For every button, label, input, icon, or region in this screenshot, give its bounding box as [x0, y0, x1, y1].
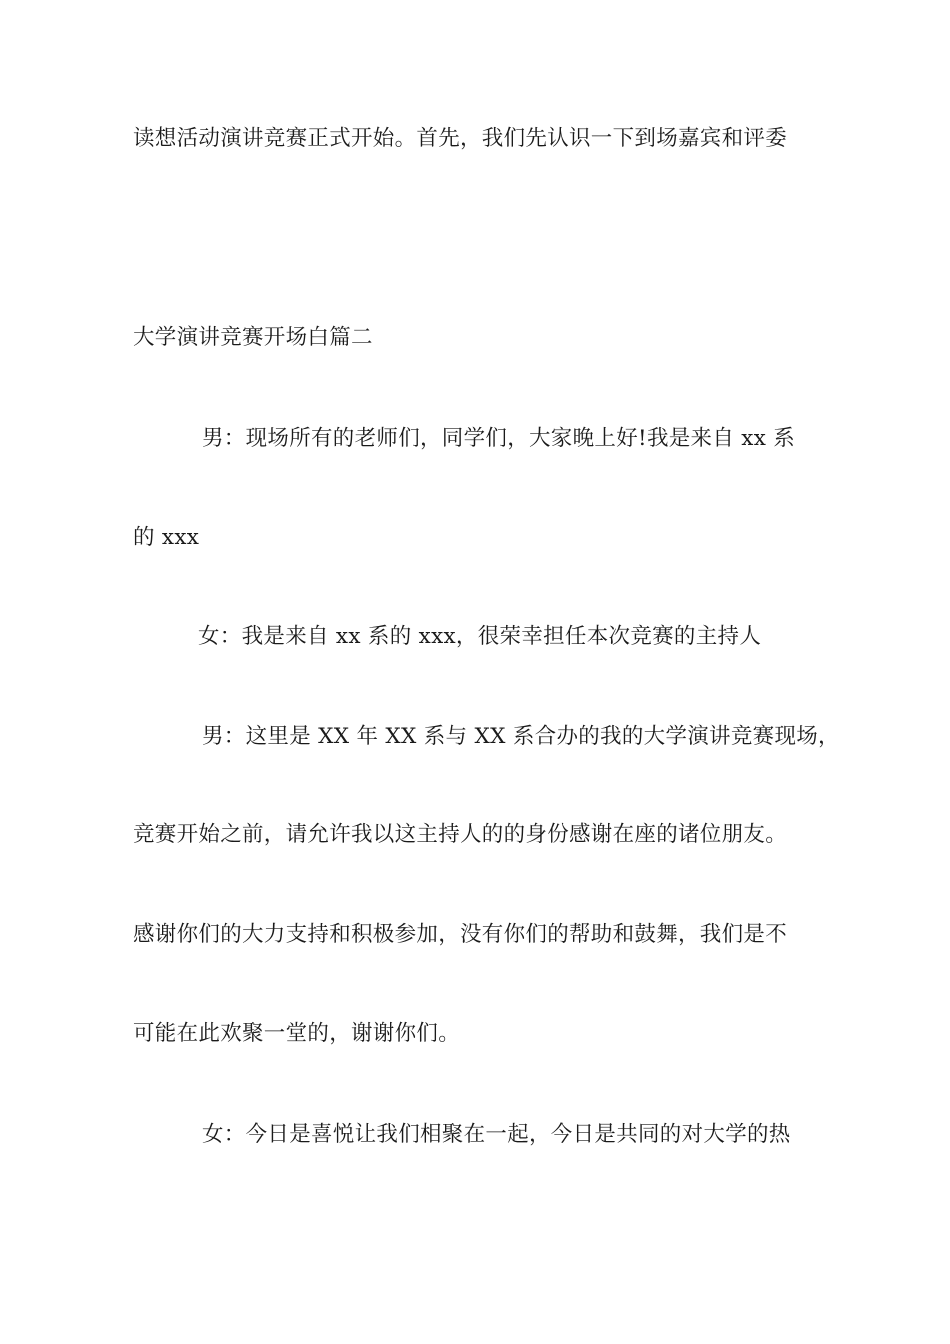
paragraph-line: 读想活动演讲竞赛正式开始。首先，我们先认识一下到场嘉宾和评委 — [133, 126, 788, 151]
paragraph-line: 感谢你们的大力支持和积极参加，没有你们的帮助和鼓舞，我们是不 — [133, 922, 788, 947]
section-heading: 大学演讲竞赛开场白篇二 — [133, 325, 373, 350]
paragraph-line: 女：今日是喜悦让我们相聚在一起，今日是共同的对大学的热 — [202, 1122, 791, 1147]
paragraph-line: 女：我是来自 xx 系的 xxx，很荣幸担任本次竞赛的主持人 — [198, 624, 762, 649]
paragraph-line: 男：现场所有的老师们，同学们，大家晚上好!我是来自 xx 系 — [202, 426, 796, 451]
paragraph-line: 可能在此欢聚一堂的，谢谢你们。 — [133, 1021, 461, 1046]
paragraph-line: 男：这里是 XX 年 XX 系与 XX 系合办的我的大学演讲竞赛现场， — [202, 724, 840, 749]
paragraph-line: 竞赛开始之前，请允许我以这主持人的的身份感谢在座的诸位朋友。 — [133, 822, 788, 847]
paragraph-line: 的 xxx — [133, 525, 200, 550]
